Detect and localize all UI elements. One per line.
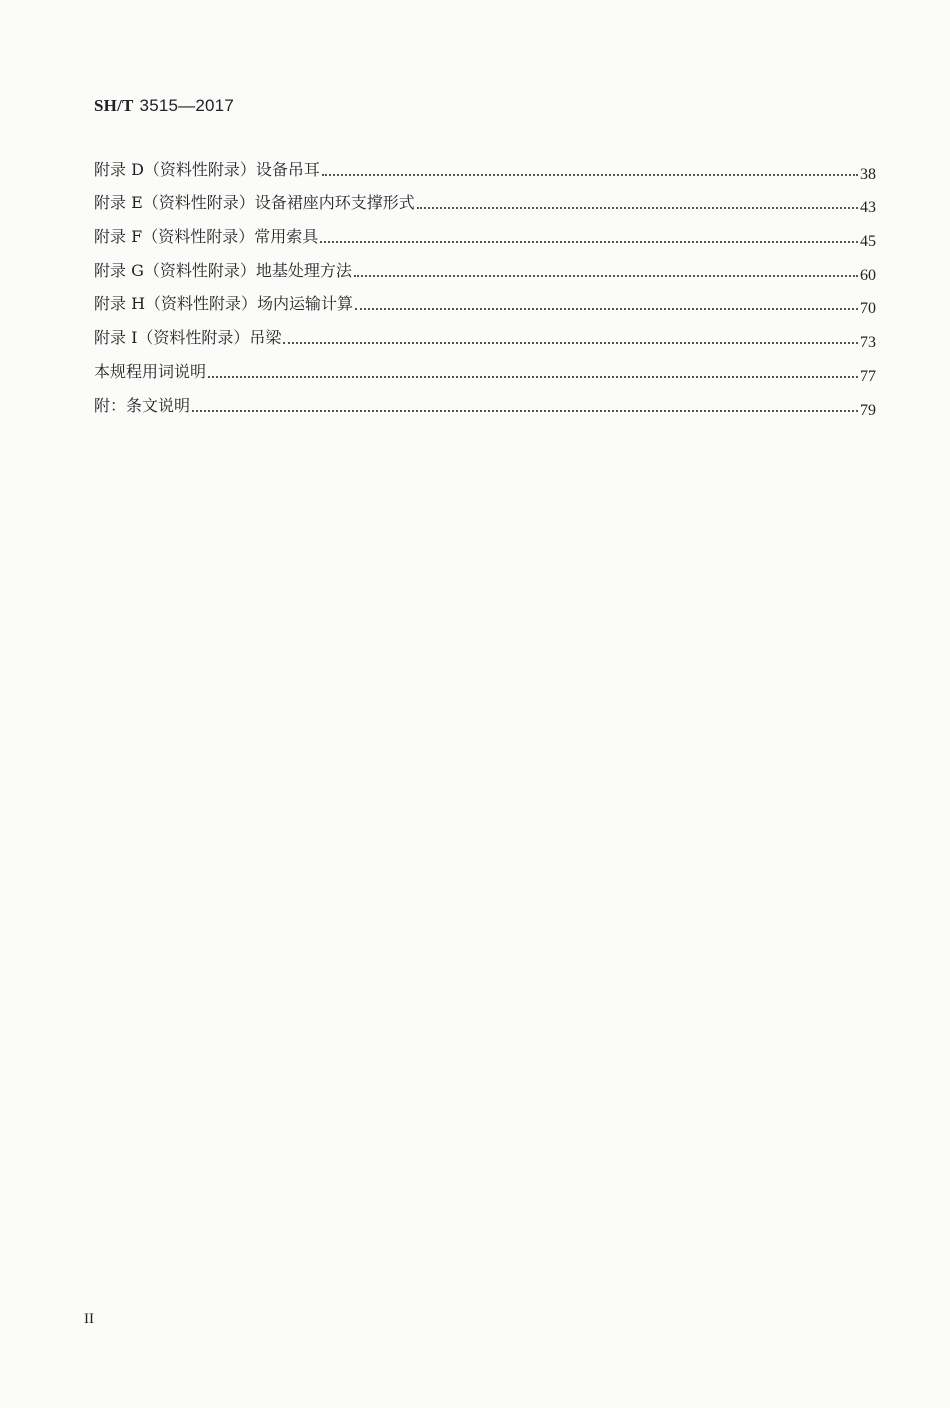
toc-entry-appendix-e[interactable]	[94, 180, 876, 217]
toc-entry-page: 43	[860, 199, 876, 217]
toc-entry-title: 附录 F（资料性附录）常用索具	[94, 227, 319, 247]
toc-entry-page: 79	[860, 401, 876, 419]
page-number: II	[84, 1311, 94, 1327]
standard-code: SH/T	[94, 96, 134, 115]
dot-leader	[322, 174, 858, 176]
toc-entry-explanation[interactable]	[94, 382, 876, 419]
dot-leader	[417, 207, 858, 209]
dot-leader	[355, 308, 858, 310]
toc-entry-title: 附：条文说明	[94, 395, 191, 415]
dot-leader	[283, 342, 858, 344]
dot-leader	[192, 410, 858, 412]
toc-entry-appendix-f[interactable]	[94, 213, 876, 251]
toc-entry-appendix-g[interactable]	[94, 247, 876, 284]
toc-entry-appendix-i[interactable]	[94, 314, 876, 352]
toc-entry-page: 38	[860, 165, 876, 183]
toc-entry-appendix-h[interactable]	[94, 281, 876, 318]
toc-entry-title: 附录 H（资料性附录）场内运输计算	[94, 294, 354, 314]
document-header	[94, 96, 234, 116]
toc-entry-title: 本规程用词说明	[94, 361, 207, 381]
dot-leader	[208, 376, 858, 378]
toc-entry-appendix-d[interactable]	[94, 146, 876, 183]
dot-leader	[320, 241, 858, 243]
toc-entry-page: 60	[860, 266, 876, 284]
toc-entry-title: 附录 D（资料性附录）设备吊耳	[94, 159, 320, 179]
toc-entry-terminology[interactable]	[94, 348, 876, 385]
toc-entry-title: 附录 G（资料性附录）地基处理方法	[94, 260, 352, 280]
toc-entry-title: 附录 E（资料性附录）设备裙座内环支撑形式	[94, 193, 415, 213]
toc-entry-page: 73	[860, 334, 876, 352]
dot-leader	[354, 275, 858, 277]
standard-number: 3515—2017	[139, 96, 234, 115]
toc-entry-title: 附录 I（资料性附录）吊梁	[94, 328, 282, 348]
table-of-contents	[94, 146, 876, 419]
toc-entry-page: 70	[860, 300, 876, 318]
toc-entry-page: 77	[860, 367, 876, 385]
toc-entry-page: 45	[860, 233, 876, 251]
